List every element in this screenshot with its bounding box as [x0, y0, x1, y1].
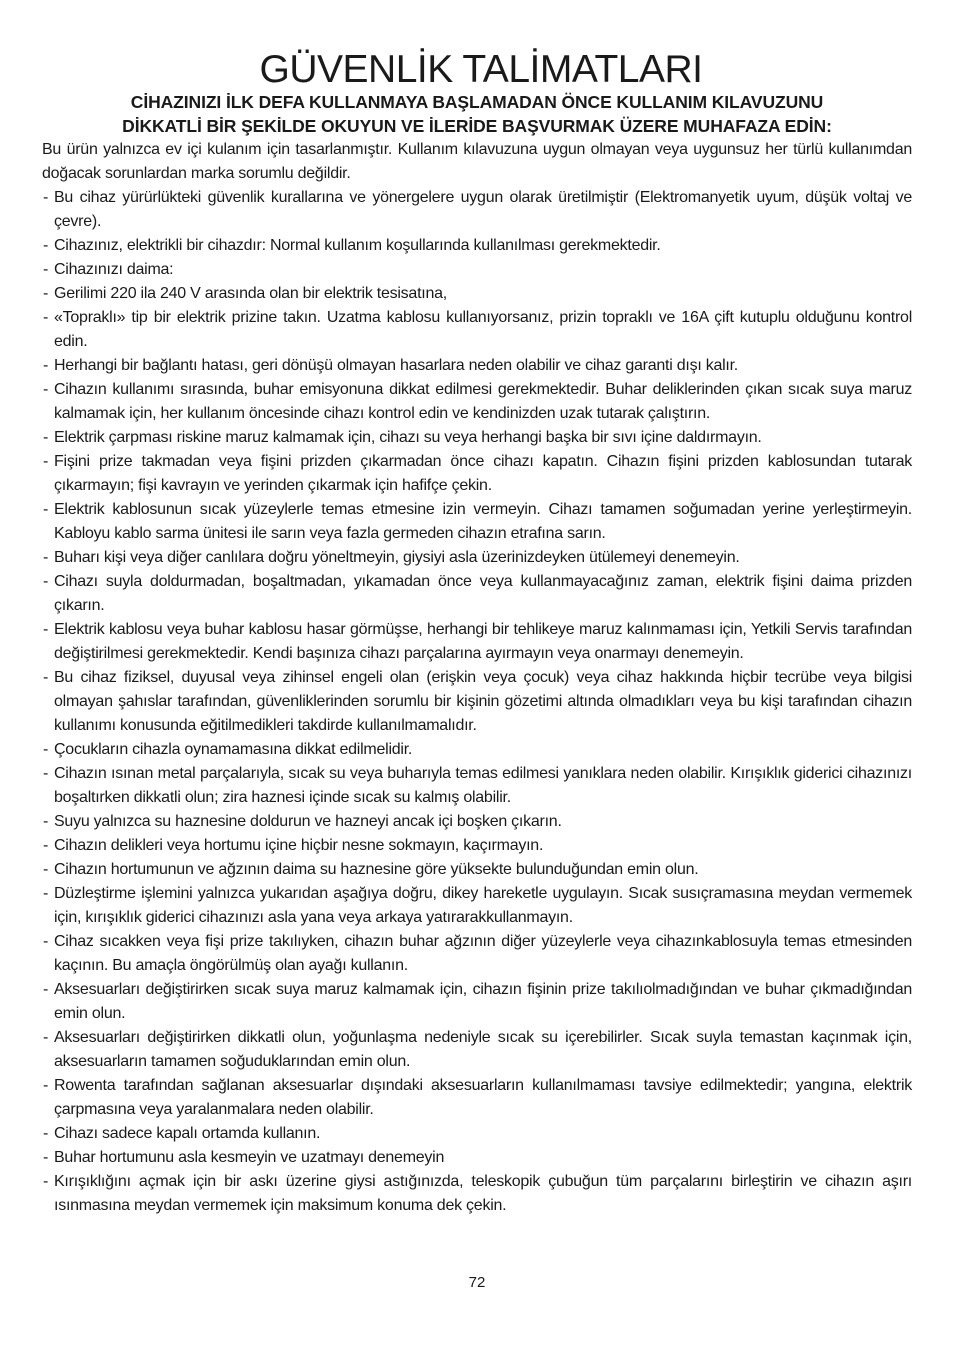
list-item: - Kırışıklığını açmak için bir askı üzerine giysi astığınızda, teleskopik çubuğun tüm parçalarını birleştirin ve cihazın aşırı ısınmasına meydan vermemek için maksimum konuma dek çekin. [42, 1170, 912, 1218]
list-item: - Buhar hortumunu asla kesmeyin ve uzatmayı denemeyin [42, 1146, 912, 1170]
page-title: GÜVENLİK TALİMATLARI [259, 48, 703, 91]
subtitle [42, 90, 912, 138]
list-item: - Herhangi bir bağlantı hatası, geri dönüşü olmayan hasarlara neden olabilir ve cihaz garanti dışı kalır. [42, 354, 912, 378]
list-item: - Bu cihaz fiziksel, duyusal veya zihinsel engeli olan (erişkin veya çocuk) veya cihaz hakkında hiçbir tecrübe veya bilgisi olmayan şahıslar tarafından, güvenliklerinden sorumlu bir kişinin gözetimi altında olmadıkları veya bu kişi tarafından cihazın kullanımı konusunda eğitilmedikleri takdirde kullanılmamalıdır. [42, 666, 912, 738]
list-item: - Fişini prize takmadan veya fişini prizden çıkarmadan önce cihazı kapatın. Cihazın fişini prizden kablosundan tutarak çıkarmayın; fişi kavrayın ve yerinden çıkarmak için hafifçe çekin. [42, 450, 912, 498]
list-item: - Düzleştirme işlemini yalnızca yukarıdan aşağıya doğru, dikey hareketle uygulayın. Sıcak susıçramasına meydan vermemek için, kırışıklık giderici cihazınızı asla yana veya arkaya yatırarakkullanmayın. [42, 882, 912, 930]
list-item: - Cihaz sıcakken veya fişi prize takılıyken, cihazın buhar ağzının diğer yüzeylerle veya cihazınkablosuyla temas etmesinden kaçının. Bu amaçla öngörülmüş olan ayağı kullanın. [42, 930, 912, 978]
list-item: - Cihazı sadece kapalı ortamda kullanın. [42, 1122, 912, 1146]
document-page [42, 48, 912, 1218]
intro-paragraph: Bu ürün yalnızca ev içi kulanım için tasarlanmıştır. Kullanım kılavuzuna uygun olmayan veya uygunsuz her türlü kullanımdan doğacak sorunlardan marka sorumlu değildir. [42, 141, 912, 182]
list-item: - Cihazınız, elektrikli bir cihazdır: Normal kullanım koşullarında kullanılması gerekmektedir. [42, 234, 912, 258]
list-item: - Suyu yalnızca su haznesine doldurun ve hazneyi ancak içi boşken çıkarın. [42, 810, 912, 834]
list-item: - Cihazın delikleri veya hortumu içine hiçbir nesne sokmayın, kaçırmayın. [42, 834, 912, 858]
list-item: - Elektrik kablosunun sıcak yüzeylerle temas etmesine izin vermeyin. Cihazı tamamen soğumadan yerine yerleştirmeyin. Kabloyu kablo sarma ünitesi ile sarın veya fazla germeden cihazın etrafına sarın. [42, 498, 912, 546]
page-number: 72 [468, 1274, 486, 1291]
list-item: - Aksesuarları değiştirirken dikkatli olun, yoğunlaşma nedeniyle sıcak su içerebilirler. Sıcak suyla temastan kaçınmak için, aksesuarların tamamen soğuduklarından emin olun. [42, 1026, 912, 1074]
safety-instructions-list [42, 186, 912, 1218]
list-item: - Çocukların cihazla oynamamasına dikkat edilmelidir. [42, 738, 912, 762]
list-item: - Cihazı suyla doldurmadan, boşaltmadan, yıkamadan önce veya kullanmayacağınız zaman, elektrik fişini daima prizden çıkarın. [42, 570, 912, 618]
list-item: - Cihazın ısınan metal parçalarıyla, sıcak su veya buharıyla temas edilmesi yanıklara neden olabilir. Kırışıklık giderici cihazınızı boşaltırken dikkatli olun; zira haznesi içinde sıcak su kalmış olabilir. [42, 762, 912, 810]
list-item: - Gerilimi 220 ila 240 V arasında olan bir elektrik tesisatına, [42, 282, 912, 306]
list-item: - Bu cihaz yürürlükteki güvenlik kurallarına ve yönergelere uygun olarak üretilmiştir (Elektromanyetik uyum, düşük voltaj ve çevre). [42, 186, 912, 234]
list-item: - Rowenta tarafından sağlanan aksesuarlar dışındaki aksesuarların kullanılmaması tavsiye edilmektedir; yangına, elektrik çarpmasına veya yaralanmalara neden olabilir. [42, 1074, 912, 1122]
list-item: - Elektrik çarpması riskine maruz kalmamak için, cihazı su veya herhangi başka bir sıvı içine daldırmayın. [42, 426, 912, 450]
list-item: - Aksesuarları değiştirirken sıcak suya maruz kalmamak için, cihazın fişinin prize takılıolmadığından ve buhar çıkmadığından emin olun. [42, 978, 912, 1026]
subtitle-line-2: DİKKATLİ BİR ŞEKİLDE OKUYUN VE İLERİDE BAŞVURMAK ÜZERE MUHAFAZA EDİN: [122, 116, 832, 136]
list-item: - Cihazın hortumunun ve ağzının daima su haznesine göre yüksekte bulunduğundan emin olun. [42, 858, 912, 882]
list-item: - Elektrik kablosu veya buhar kablosu hasar görmüşse, herhangi bir tehlikeye maruz kalınmaması için, Yetkili Servis tarafından değiştirilmesi gerekmektedir. Kendi başınıza cihazı parçalarına ayırmayın veya onarmayı denemeyin. [42, 618, 912, 666]
list-item: - Cihazınızı daima: [42, 258, 912, 282]
list-item: - «Topraklı» tip bir elektrik prizine takın. Uzatma kablosu kullanıyorsanız, prizin topraklı ve 16A çift kutuplu olduğunu kontrol edin. [42, 306, 912, 354]
list-item: - Cihazın kullanımı sırasında, buhar emisyonuna dikkat edilmesi gerekmektedir. Buhar deliklerinden çıkan sıcak suya maruz kalmamak için, her kullanım öncesinde cihazı kontrol edin ve kendinizden uzak tutarak çalıştırın. [42, 378, 912, 426]
list-item: - Buharı kişi veya diğer canlılara doğru yöneltmeyin, giysiyi asla üzerinizdeyken ütülemeyi denemeyin. [42, 546, 912, 570]
subtitle-line-1: CİHAZINIZI İLK DEFA KULLANMAYA BAŞLAMADAN ÖNCE KULLANIM KILAVUZUNU [130, 92, 824, 112]
